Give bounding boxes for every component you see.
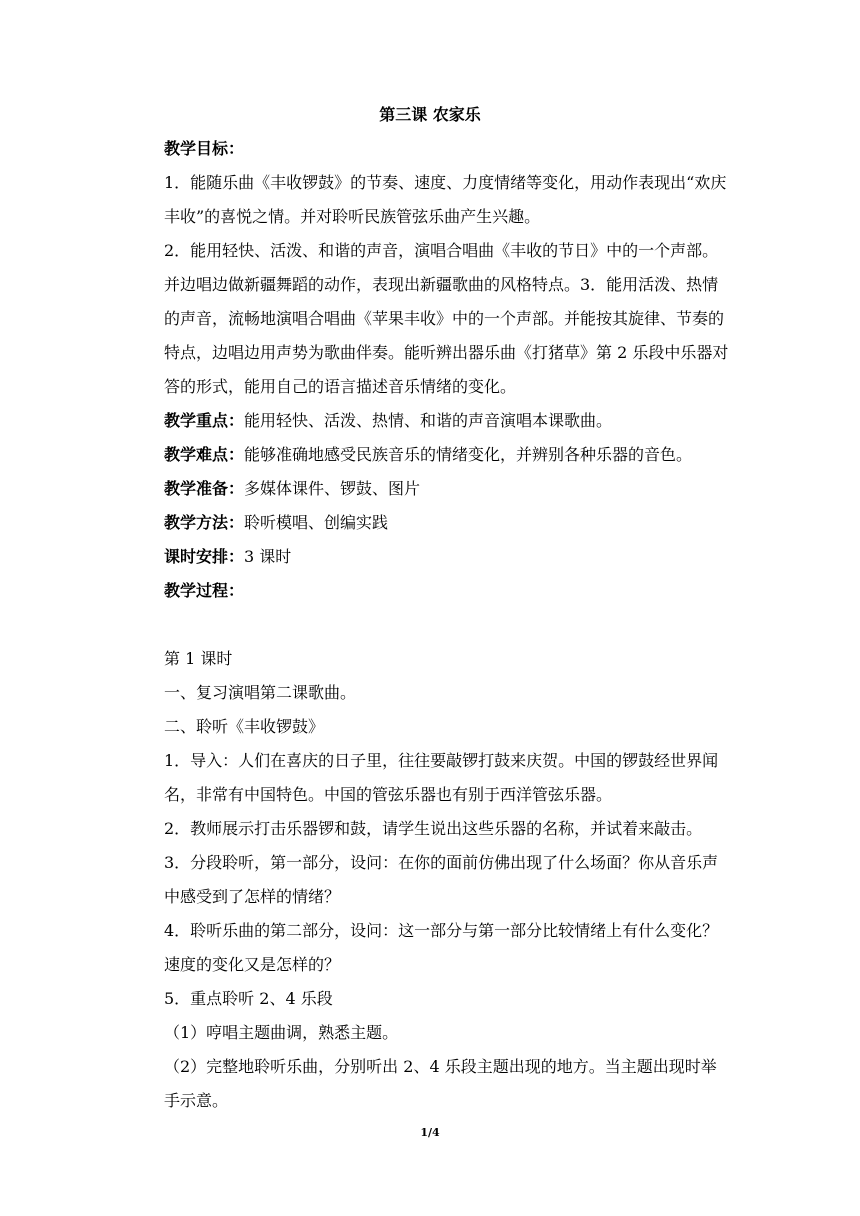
item-3: 3．分段聆听，第一部分，设问：在你的面前仿佛出现了什么场面？你从音乐声中感受到了怎样的情绪？ <box>164 853 719 906</box>
difficulty-text: 能够准确地感受民族音乐的情绪变化，并辨别各种乐器的音色。 <box>244 445 693 464</box>
page-title: 第三课 农家乐 <box>379 105 481 124</box>
page-number: 1/4 <box>420 1126 440 1139</box>
key-label: 教学重点： <box>164 411 245 430</box>
method-text: 聆听模唱、创编实践 <box>244 513 389 532</box>
prep-label: 教学准备： <box>164 479 245 498</box>
goal-1: 1．能随乐曲《丰收锣鼓》的节奏、速度、力度情绪等变化，用动作表现出“欢庆丰收”的喜悦之情。并对聆听民族管弦乐曲产生兴趣。 <box>164 173 727 226</box>
item-1: 1．导入：人们在喜庆的日子里，往往要敲锣打鼓来庆贺。中国的锣鼓经世界闻名，非常有中国特色。中国的管弦乐器也有别于西洋管弦乐器。 <box>164 751 719 804</box>
method-label: 教学方法： <box>164 513 245 532</box>
schedule-text: 3 课时 <box>244 547 292 566</box>
item-4: 4．聆听乐曲的第二部分，设问：这一部分与第一部分比较情绪上有什么变化？速度的变化又是怎样的？ <box>164 921 719 974</box>
schedule-label: 课时安排： <box>164 547 245 566</box>
item-5: 5．重点聆听 2、4 乐段 <box>164 989 333 1008</box>
difficulty-point <box>164 438 732 472</box>
document-body <box>164 132 732 1118</box>
sub-item-1: （1）哼唱主题曲调，熟悉主题。 <box>164 1023 399 1042</box>
schedule <box>164 540 732 574</box>
difficulty-label: 教学难点： <box>164 445 245 464</box>
preparation <box>164 472 732 506</box>
item-2: 2．教师展示打击乐器锣和鼓，请学生说出这些乐器的名称，并试着来敲击。 <box>164 819 703 838</box>
key-text: 能用轻快、活泼、热情、和谐的声音演唱本课歌曲。 <box>244 411 613 430</box>
step-1: 一、复习演唱第二课歌曲。 <box>164 683 357 702</box>
goal-2: 2．能用轻快、活泼、和谐的声音，演唱合唱曲《丰收的节日》中的一个声部。并边唱边做新疆舞蹈的动作，表现出新疆歌曲的风格特点。3．能用活泼、热情的声音，流畅地演唱合唱曲《苹果丰收》中的一个声部。并能按其旋律、节奏的特点，边唱边用声势为歌曲伴奏。能听辨出器乐曲《打猪草》第 2 乐段中乐器对答的形式，能用自己的语言描述音乐情绪的变化。 <box>164 241 729 396</box>
sub-item-2: （2）完整地聆听乐曲，分别听出 2、4 乐段主题出现的地方。当主题出现时举手示意。 <box>164 1057 717 1110</box>
lesson-1-heading: 第 1 课时 <box>164 649 233 668</box>
step-2: 二、聆听《丰收锣鼓》 <box>164 717 325 736</box>
process-heading: 教学过程： <box>164 581 245 600</box>
goals-heading: 教学目标： <box>164 139 245 158</box>
spacer <box>164 608 732 642</box>
method <box>164 506 732 540</box>
prep-text: 多媒体课件、锣鼓、图片 <box>244 479 421 498</box>
key-point <box>164 404 732 438</box>
